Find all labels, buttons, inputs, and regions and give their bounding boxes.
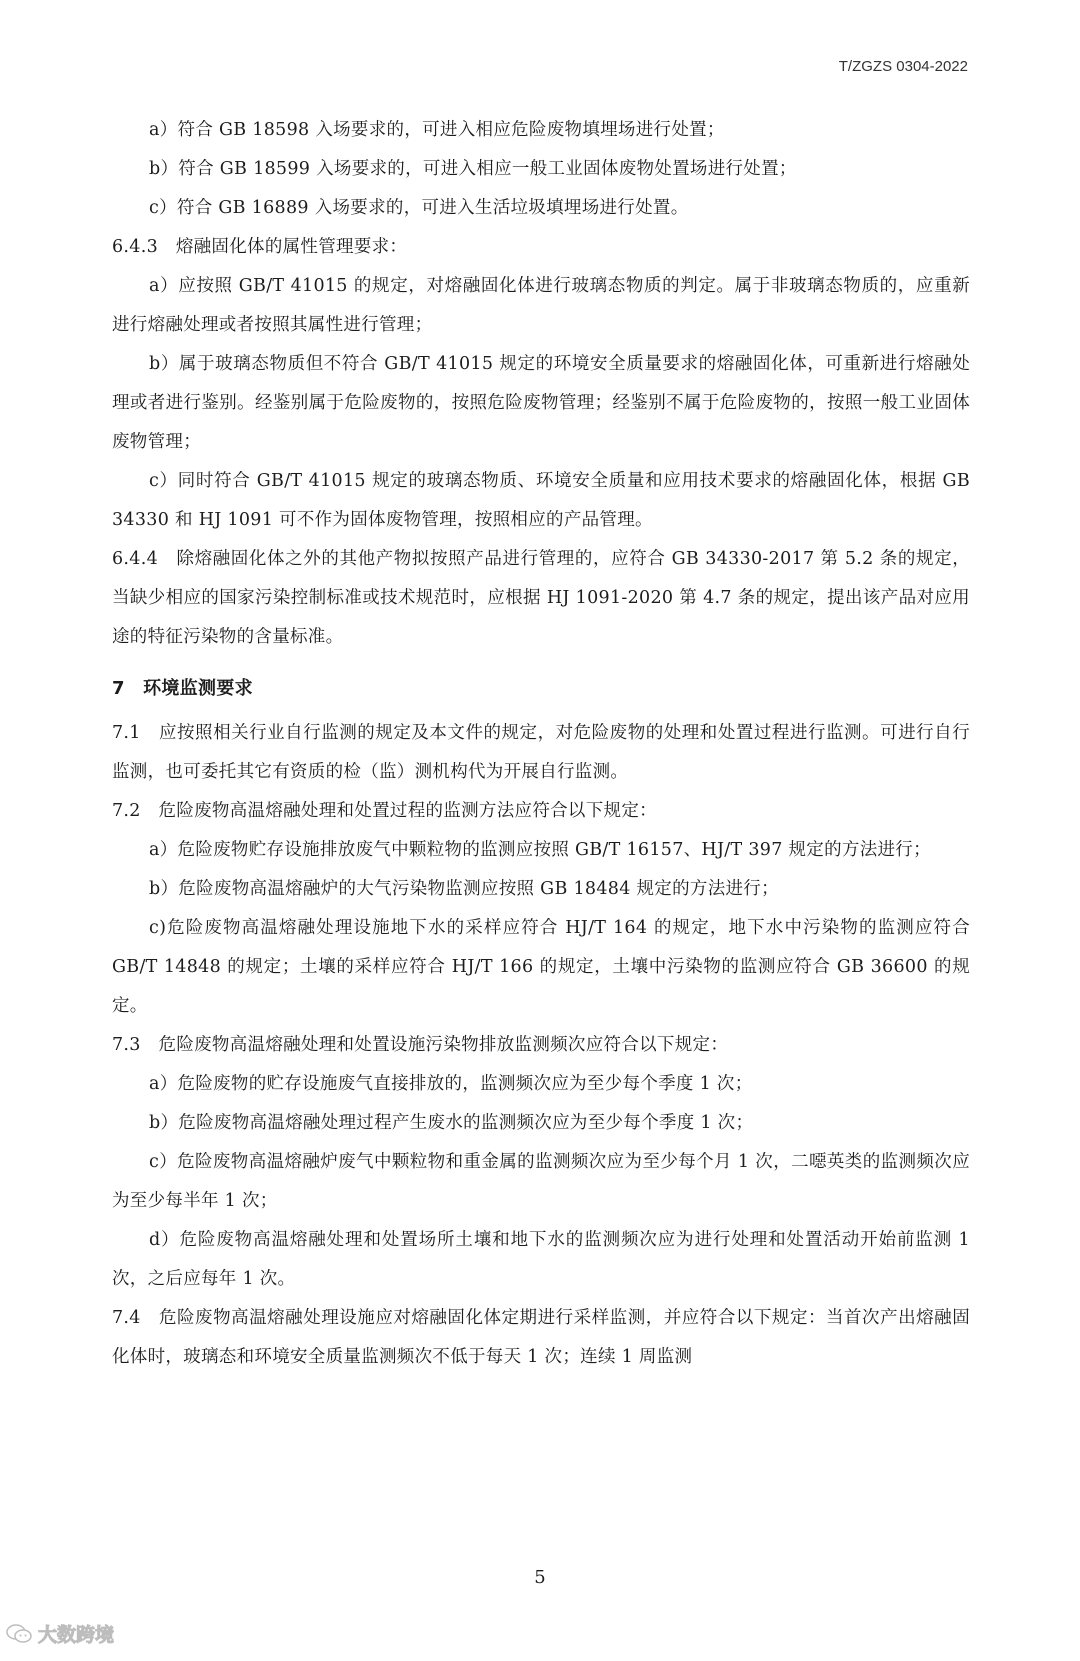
paragraph: a）符合 GB 18598 入场要求的，可进入相应危险废物填埋场进行处置； — [149, 120, 725, 140]
page-number: 5 — [534, 1567, 546, 1588]
paragraph: b）危险废物高温熔融处理过程产生废水的监测频次应为至少每个季度 1 次； — [149, 1113, 754, 1133]
paragraph: c）同时符合 GB/T 41015 规定的玻璃态物质、环境安全质量和应用技术要求的熔融固化体，根据 GB 34330 和 HJ 1091 可不作为固体废物管理，按照相应的产品管理。 — [112, 471, 970, 530]
paragraph: 7.3 危险废物高温熔融处理和处置设施污染物排放监测频次应符合以下规定： — [112, 1035, 729, 1055]
paragraph: 7.4 危险废物高温熔融处理设施应对熔融固化体定期进行采样监测，并应符合以下规定：当首次产出熔融固化体时，玻璃态和环境安全质量监测频次不低于每天 1 次；连续 1 周监测 — [112, 1308, 970, 1367]
paragraph: a）危险废物贮存设施排放废气中颗粒物的监测应按照 GB/T 16157、HJ/T 397 规定的方法进行； — [149, 840, 931, 860]
paragraph: b）符合 GB 18599 入场要求的，可进入相应一般工业固体废物处置场进行处置； — [149, 159, 797, 179]
paragraph: 7.1 应按照相关行业自行监测的规定及本文件的规定，对危险废物的处理和处置过程进行监测。可进行自行监测，也可委托其它有资质的检（监）测机构代为开展自行监测。 — [112, 723, 970, 782]
paragraph: 7.2 危险废物高温熔融处理和处置过程的监测方法应符合以下规定： — [112, 801, 657, 821]
paragraph: c)危险废物高温熔融处理设施地下水的采样应符合 HJ/T 164 的规定，地下水中污染物的监测应符合 GB/T 14848 的规定；土壤的采样应符合 HJ/T 166 的规定，土壤中污染物的监测应符合 GB 36600 的规定。 — [112, 918, 970, 1016]
paragraph: a）应按照 GB/T 41015 的规定，对熔融固化体进行玻璃态物质的判定。属于非玻璃态物质的，应重新进行熔融处理或者按照其属性进行管理； — [112, 276, 970, 335]
section-heading: 7 环境监测要求 — [112, 678, 253, 699]
body-text — [112, 111, 970, 1377]
paragraph: d）危险废物高温熔融处理和处置场所土壤和地下水的监测频次应为进行处理和处置活动开始前监测 1 次，之后应每年 1 次。 — [112, 1230, 970, 1289]
wechat-dash-logo-icon — [6, 1623, 32, 1645]
watermark — [6, 1620, 114, 1647]
paragraph: a）危险废物的贮存设施废气直接排放的，监测频次应为至少每个季度 1 次； — [149, 1074, 753, 1094]
paragraph: 6.4.3 熔融固化体的属性管理要求： — [112, 237, 408, 257]
paragraph: 6.4.4 除熔融固化体之外的其他产物拟按照产品进行管理的，应符合 GB 34330-2017 第 5.2 条的规定，当缺少相应的国家污染控制标准或技术规范时，应根据 HJ 1091-2020 第 4.7 条的规定，提出该产品对应用途的特征污染物的含量标准。 — [112, 549, 970, 647]
paragraph: c）符合 GB 16889 入场要求的，可进入生活垃圾填埋场进行处置。 — [149, 198, 689, 218]
paragraph: b）属于玻璃态物质但不符合 GB/T 41015 规定的环境安全质量要求的熔融固化体，可重新进行熔融处理或者进行鉴别。经鉴别属于危险废物的，按照危险废物管理；经鉴别不属于危险废物的，按照一般工业固体废物管理； — [112, 354, 970, 452]
paragraph: b）危险废物高温熔融炉的大气污染物监测应按照 GB 18484 规定的方法进行； — [149, 879, 779, 899]
watermark-text: 大数跨境 — [38, 1624, 115, 1646]
document-standard-number: T/ZGZS 0304-2022 — [838, 58, 968, 75]
paragraph: c）危险废物高温熔融炉废气中颗粒物和重金属的监测频次应为至少每个月 1 次，二噁英类的监测频次应为至少每半年 1 次； — [112, 1152, 970, 1211]
